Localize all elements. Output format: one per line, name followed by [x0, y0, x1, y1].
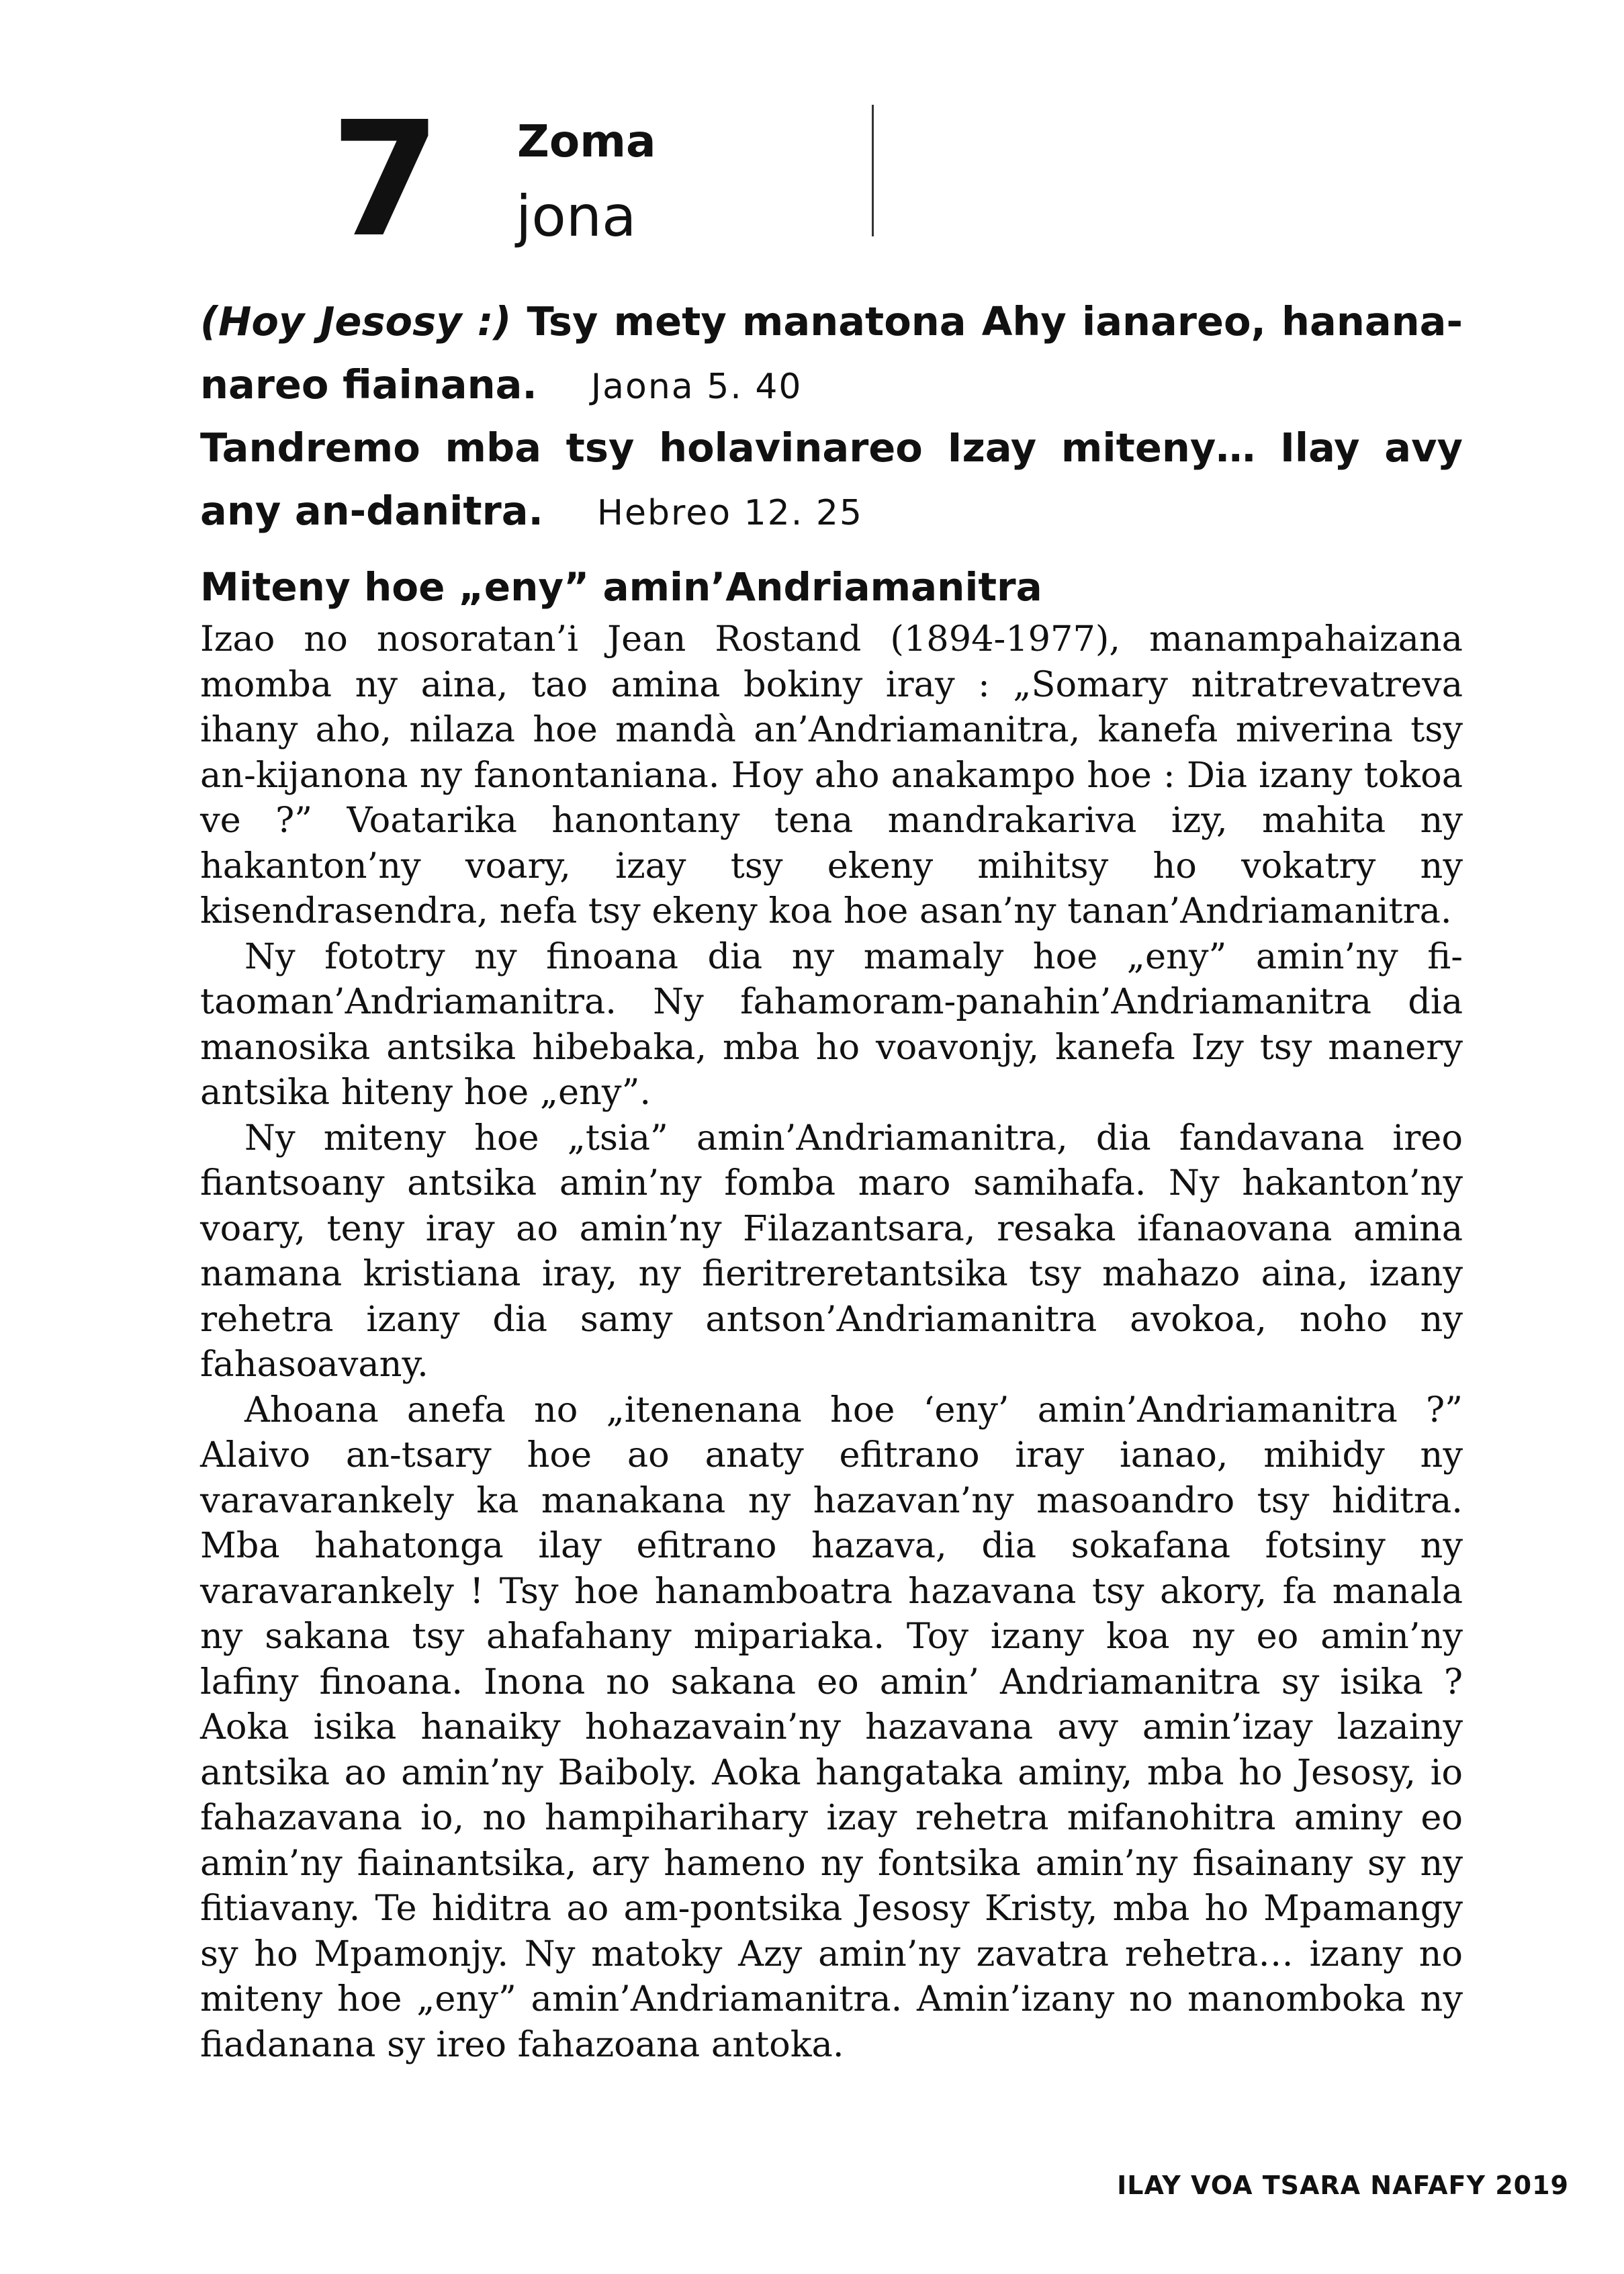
day-number: 7 [330, 87, 437, 272]
verse-jaona [200, 290, 1463, 418]
devotion-title: Miteny hoe „eny” amin’Andriamanitra [200, 564, 1042, 610]
devotion-body [200, 617, 1463, 2067]
footer-title: ILAY VOA TSARA NAFAFY 2019 [1117, 2171, 1569, 2200]
weekday: Zoma [517, 116, 656, 167]
body-paragraph: Izao no nosoratan’i Jean Rostand (1894-1977), manampahaizana momba ny aina, tao amina bokiny iray : „Somary nitratrevatreva ihany aho, nilaza hoe mandà an’Andriamanitra, kanefa miverina tsy an-kijanona ny fanontaniana. Hoy aho anakampo hoe : Dia izany tokoa ve ?” Voatarika hanontany tena mandrakariva izy, mahita ny hakanton’ny voary, izay tsy ekeny mihitsy ho vokatry ny kisendrasendra, nefa tsy ekeny koa hoe asan’ny tanan’Andriamanitra. [200, 619, 1463, 931]
verse-text: Tandremo mba tsy holavinareo Izay miteny… Ilay avy any an-danitra. [200, 424, 1463, 534]
header-divider [872, 105, 874, 236]
verse-lead: (Hoy Jesosy :) [200, 298, 512, 345]
verse-reference: Jaona 5. 40 [590, 367, 803, 407]
verse-hebreo [200, 416, 1463, 545]
verse-reference: Hebreo 12. 25 [596, 493, 863, 533]
body-paragraph: Ny fototry ny finoana dia ny mamaly hoe „eny” amin’ny fitaoman’Andriamanitra. Ny fahamoram-panahin’Andriamanitra dia manosika antsika hibebaka, mba ho voavonjy, kanefa Izy tsy manery antsika hiteny hoe „eny”. [200, 936, 1463, 1113]
verse-text: Tsy mety manatona Ahy ianareo, hanananareo fiainana. [200, 298, 1463, 408]
body-paragraph: Ahoana anefa no „itenenana hoe ‘eny’ amin’Andriamanitra ?” Alaivo an-tsary hoe ao anaty efitrano iray ianao, mihidy ny varavarankely ka manakana ny hazavan’ny masoandro tsy hiditra. Mba hahatonga ilay efitrano hazava, dia sokafana fotsiny ny varavarankely ! Tsy hoe hanamboatra hazavana tsy akory, fa manala ny sakana tsy ahafahany mipariaka. Toy izany koa ny eo amin’ny lafiny finoana. Inona no sakana eo amin’ Andriamanitra sy isika ? Aoka isika hanaiky hohazavain’ny hazavana avy amin’izay lazainy antsika ao amin’ny Baiboly. Aoka hangataka aminy, mba ho Jesosy, io fahazavana io, no hampiharihary izay rehetra mifanohitra aminy eo amin’ny fiainantsika, ary hameno ny fontsika amin’ny fisainany sy ny fitiavany. Te hiditra ao am-pontsika Jesosy Kristy, mba ho Mpamangy sy ho Mpamonjy. Ny matoky Azy amin’ny zavatra rehetra… izany no miteny hoe „eny” amin’Andriamanitra. Amin’izany no manomboka ny fiadanana sy ireo fahazoana antoka. [200, 1389, 1463, 2065]
month: jona [516, 183, 637, 249]
body-paragraph: Ny miteny hoe „tsia” amin’Andriamanitra, dia fandavana ireo fiantsoany antsika amin’ny fomba maro samihafa. Ny hakanton’ny voary, teny iray ao amin’ny Filazantsara, resaka ifanaovana amina namana kristiana iray, ny fieritreretantsika tsy mahazo aina, izany rehetra izany dia samy antson’Andriamanitra avokoa, noho ny fahasoavany. [200, 1117, 1463, 1385]
